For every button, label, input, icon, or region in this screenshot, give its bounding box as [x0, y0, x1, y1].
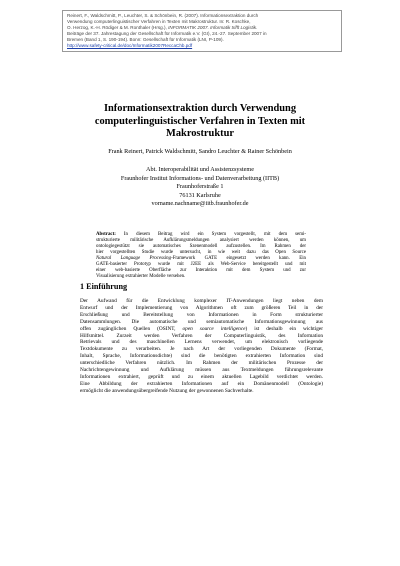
citation-line: Verwendung computerlinguistischer Verfahren in Texten mit Makrostruktur. In: R. Koschke,: [67, 19, 251, 24]
abstract-line: Visualisierung extrahierter Modelle versehen.: [96, 274, 186, 280]
body-line: Inhalt, Sprache, Informationsdichte) sind die benötigten extrahierten Information sind: [80, 353, 323, 360]
nlp-term: Natural Language Processing: [96, 256, 172, 262]
title-line: Makrostruktur: [166, 128, 234, 139]
body-line: unterschiedliche Verfahren nützlich. Im Rahmen der militärischen Prozesse der: [80, 360, 323, 367]
title-line: Informationsextraktion durch Verwendung: [103, 103, 297, 114]
citation-line: Beiträge der 37. Jahrestagung der Gesellschaft für Informatik e.V. (GI), 24.-27. September 2007 in: [67, 31, 267, 36]
abstract-line: Natural Language Processing-Framework GATE eingesetzt werden kann. Ein: [96, 256, 307, 262]
affiliation: [40, 166, 360, 209]
section-body: [80, 298, 323, 395]
abstract-line: einer web-basierte Oberfläche zur Interaktion mit dem System und zur: [96, 268, 306, 274]
citation-proceedings-title: INFORMATIK 2007. Informatik trifft Logistik.: [168, 25, 258, 30]
body-line: Retrievals und des maschinellen Lernens verwendet, um elektronisch vorliegende: [80, 339, 323, 346]
body-line: Informationen extrahiert, geprüft und zu einem aktuellen Lagebild verdichtet werden.: [80, 373, 323, 380]
body-line: Nachrichtengewinnung und Aufklärung müssen aus Textmeldungen führungsrelevante: [80, 367, 323, 374]
body-line: Entwurf und der Implementierung von Algorithmen oft zum größeren Teil in der: [80, 304, 323, 311]
section-heading: 1 Einführung: [80, 282, 128, 291]
citation-line: Bremen (Band 1, S. 190-194). Bonn: Gesellschaft für Informatik (LNI, P-109).: [67, 37, 224, 42]
author-list: Frank Reinert, Patrick Waldschmitt, Sandro Leuchter & Rainer Schönbein: [108, 148, 292, 155]
body-line: Erschließung und Bereitstellung von Informationen in Form strukturierter: [80, 311, 323, 318]
citation-pdf-link[interactable]: http://www.safety-critical.de/doc/Informatik2007ReccaChb.pdf: [67, 43, 193, 48]
paper-title: [60, 103, 340, 141]
body-line: ermöglicht die anwendungsübergreifende Nutzung der gewonnenen Sachverhalte.: [80, 387, 254, 394]
body-line: Hilfsmittel. Zurzeit werden Verfahren der Computerlinguistik, des Information: [80, 332, 323, 339]
affiliation-line: 76131 Karlsruhe: [179, 191, 221, 199]
body-line: Textdokumente zu verarbeiten. Je nach Art der vorliegenden Dokumente (Format,: [80, 346, 323, 353]
citation-line: Reinert, F., Waldschmitt, P., Leuchter, S. & Schönbein, R. (2007). Informationsextraktion durch: [67, 13, 259, 18]
abstract-line: strukturierte militärische Aufklärungsmeldungen analysiert werden können, um: [96, 238, 306, 244]
body-line: Der Aufwand für die Entwicklung komplexer IT-Anwendungen liegt neben dem: [80, 298, 323, 304]
abstract-line: GATE-basierter Prototyp wurde mit J2EE als Web-Service bereitgestellt und mit: [96, 262, 306, 268]
title-line: computerlinguistischer Verfahren in Texten mit: [94, 115, 306, 127]
body-line: offen zugänglichen Quellen (OSINT, open source intelligence) ist deshalb ein wichtiger: [80, 325, 323, 332]
abstract-label: Abstract:: [96, 232, 116, 237]
citation-box: [62, 10, 342, 52]
abstract-line: ontologiegestützt sie automatisches Szenenmodell aufzustellen. Im Rahmen der: [96, 244, 306, 250]
citation-editors: O. Herzog, K.-H. Rödiger & M. Ronthaler (Hrsg.),: [67, 25, 167, 30]
body-line: Datensammlungen. Die automatische und semiautomatische Informationsgewinnung aus: [80, 318, 323, 325]
abstract: [96, 232, 306, 280]
body-line: Eine Abbildung der extrahierten Informationen auf ein Domänenmodell (Ontologie): [80, 380, 323, 387]
abstract-line: Abstract: In diesem Beitrag wird ein System vorgestellt, mit dem semi-: [96, 232, 306, 237]
affiliation-line: Fraunhoferstraße 1: [176, 183, 224, 191]
affiliation-line: Abt. Interoperabilität und Assistenzsysteme: [146, 166, 254, 173]
osint-term: open source intelligence: [182, 325, 246, 332]
affiliation-line: Fraunhofer Institut Informations- und Datenverarbeitung (IITB): [120, 174, 280, 182]
author-email: vorname.nachname@iitb.fraunhofer.de: [151, 200, 249, 208]
abstract-line: hier vorgestellten Studie wurde untersucht, in wie weit dazu das Open Source: [96, 250, 306, 256]
